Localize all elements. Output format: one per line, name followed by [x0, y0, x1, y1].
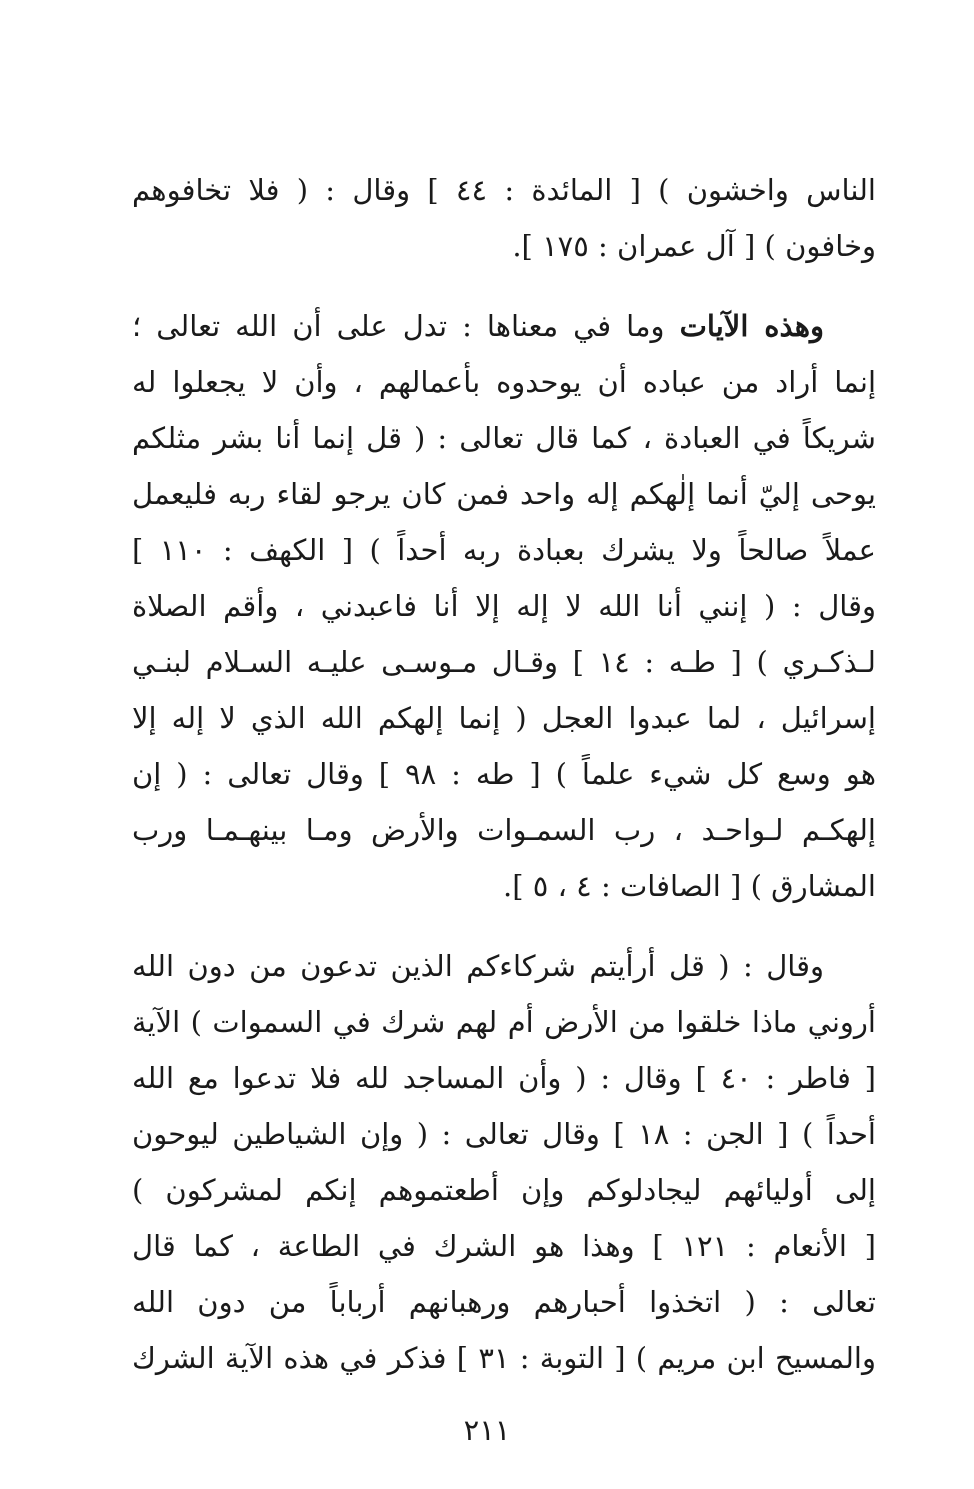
text-line: هو وسع كل شيء علماً ) [ طه : ٩٨ ] وقال تعالى : ( إن [132, 757, 876, 791]
text-line: لـذكـري ) [ طـه : ١٤ ] وقـال مـوسـى عليـه السـلام لبنـي [132, 645, 876, 679]
text-line: إسرائيل ، لما عبدوا العجل ( إنما إلهكم الله الذي لا إله إلا [132, 701, 876, 735]
text-line: يوحى إليّ أنما إلٰهكم إله واحد فمن كان يرجو لقاء ربه فليعمل [132, 477, 876, 511]
text-line [132, 306, 876, 346]
bold-lead-phrase: وهذه الآيات [679, 309, 824, 343]
text-line: إنما أراد من عباده أن يوحدوه بأعمالهم ، وأن لا يجعلوا له [132, 365, 876, 399]
text-line: أحداً ) [ الجن : ١٨ ] وقال تعالى : ( وإن الشياطين ليوحون [132, 1117, 876, 1151]
text-line: [ فاطر : ٤٠ ] وقال : ( وأن المساجد لله فلا تدعوا مع الله [132, 1061, 876, 1095]
page-number: ٢١١ [463, 1413, 511, 1447]
text-line: الناس واخشون ) [ المائدة : ٤٤ ] وقال : ( فلا تخافوهم [132, 173, 876, 207]
text-line: وقال : ( إنني أنا الله لا إله إلا أنا فاعبدني ، وأقم الصلاة [132, 589, 876, 623]
text-line: وقال : ( قل أرأيتم شركاءكم الذين تدعون من دون الله [132, 949, 824, 983]
text-line: عملاً صالحاً ولا يشرك بعبادة ربه أحداً ) [ الكهف : ١١٠ ] [132, 533, 876, 567]
text-line-rest: وما في معناها : تدل على أن الله تعالى ؛ [132, 309, 680, 343]
text-line: إلهكـم لـواحـد ، رب السمـوات والأرض ومـا بينهـمـا ورب [132, 813, 876, 847]
text-line: تعالى : ( اتخذوا أحبارهم ورهبانهم أرباباً من دون الله [132, 1285, 876, 1319]
text-line: [ الأنعام : ١٢١ ] وهذا هو الشرك في الطاعة ، كما قال [132, 1229, 876, 1263]
text-line: إلى أوليائهم ليجادلوكم وإن أطعتموهم إنكم لمشركون ) [132, 1173, 876, 1207]
text-line: شريكاً في العبادة ، كما قال تعالى : ( قل إنما أنا بشر مثلكم [132, 421, 876, 455]
text-line: والمسيح ابن مريم ) [ التوبة : ٣١ ] فذكر في هذه الآية الشرك [132, 1341, 876, 1375]
text-line: وخافون ) [ آل عمران : ١٧٥ ]. [512, 229, 876, 263]
text-line: أروني ماذا خلقوا من الأرض أم لهم شرك في السموات ) الآية [132, 1005, 876, 1039]
text-line: المشارق ) [ الصافات : ٤ ، ٥ ]. [503, 869, 876, 903]
